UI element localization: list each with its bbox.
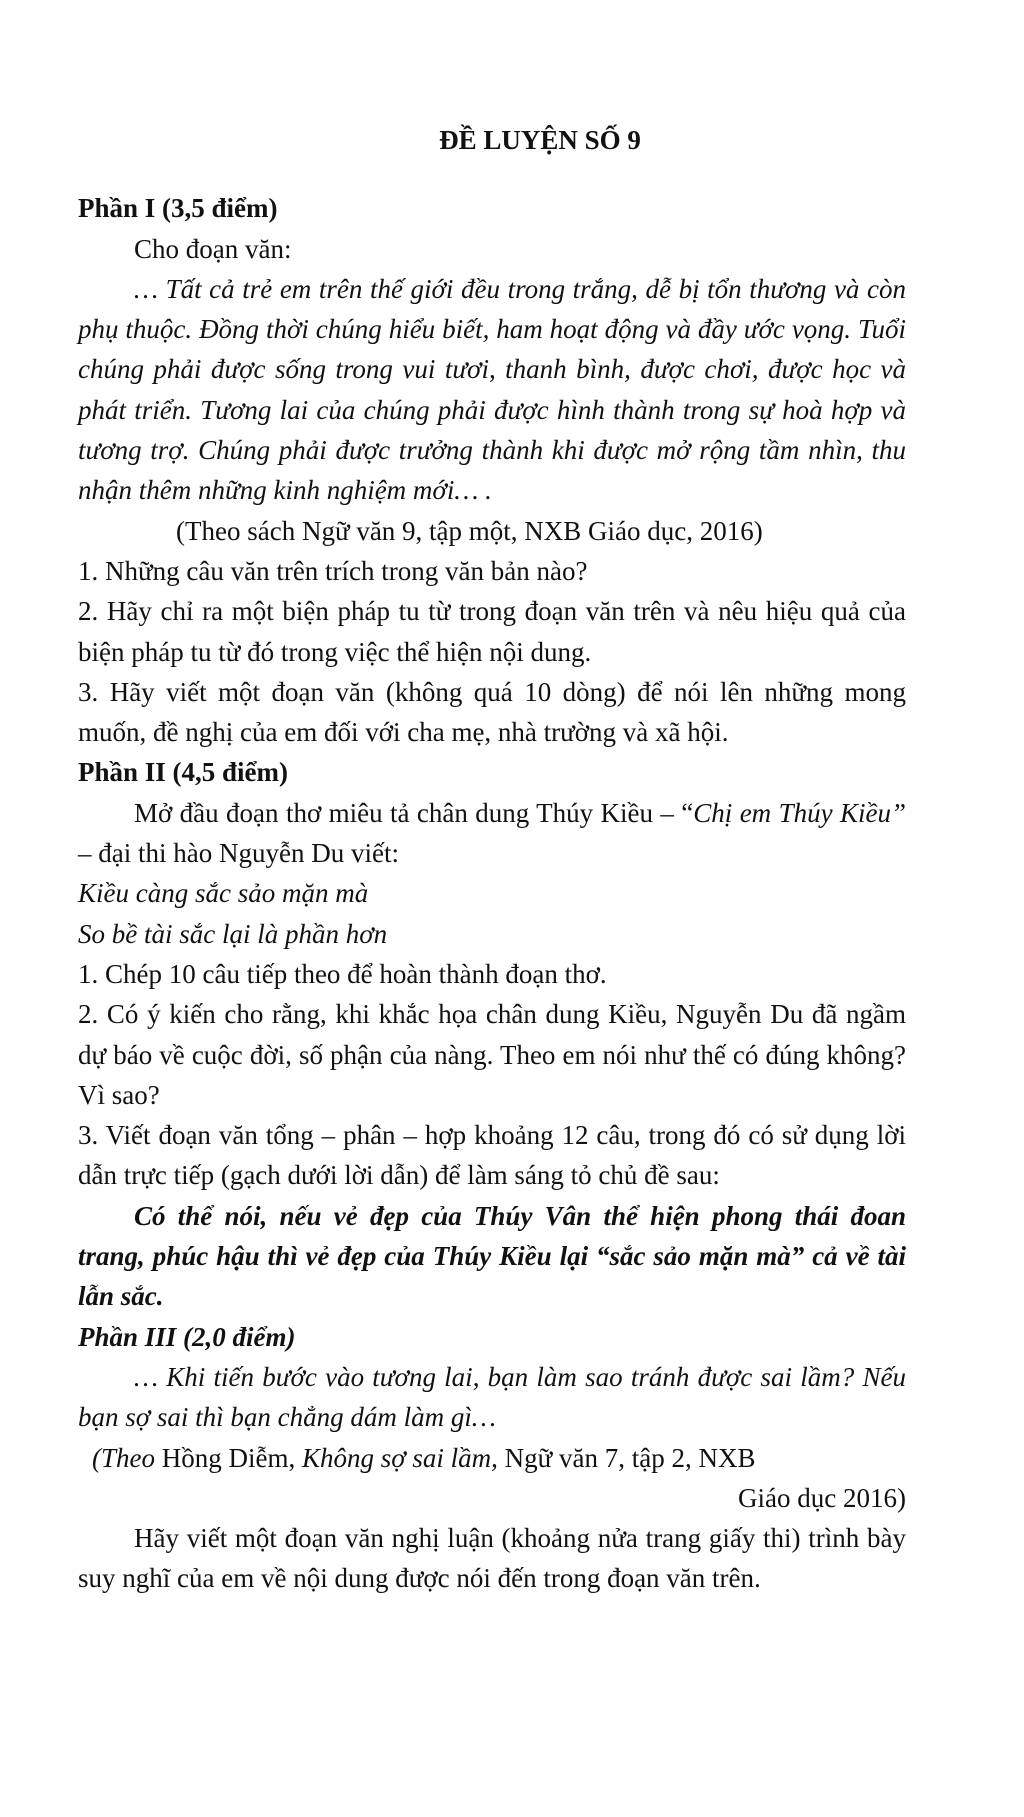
- part2-question-3: 3. Viết đoạn văn tổng – phân – hợp khoảng 12 câu, trong đó có sử dụng lời dẫn trực tiếp (gạch dưới lời dẫn) để làm sáng tỏ chủ đề sau:: [78, 1120, 906, 1191]
- part2-intro-title: Chị em Thúy Kiều”: [693, 797, 906, 828]
- part3-src-title: Không sợ sai lầm,: [301, 1442, 498, 1473]
- part3-heading: Phần III (2,0 điểm): [78, 1321, 296, 1352]
- part2-heading: Phần II (4,5 điểm): [78, 757, 289, 788]
- part1-passage: … Tất cả trẻ em trên thế giới đều trong trắng, dễ bị tổn thương và còn phụ thuộc. Đồng thời chúng hiểu biết, ham hoạt động và đầy ước vọng. Tuổi chúng phải được sống trong vui tươi, thanh bình, được chơi, được học và phát triển. Tương lai của chúng phải được hình thành trong sự hoà hợp và tương trợ. Chúng phải được trưởng thành khi được mở rộng tầm nhìn, thu nhận thêm những kinh nghiệm mới… .: [78, 273, 906, 506]
- part3-src-rest: Ngữ văn 7, tập 2, NXB: [497, 1442, 756, 1473]
- part2-topic: Có thể nói, nếu vẻ đẹp của Thúy Vân thể hiện phong thái đoan trang, phúc hậu thì vẻ đẹp của Thúy Kiều lại “sắc sảo mặn mà” cả về tài lẫn sắc.: [78, 1200, 906, 1312]
- exam-title: ĐỀ LUYỆN SỐ 9: [439, 125, 641, 155]
- part1-question-3: 3. Hãy viết một đoạn văn (không quá 10 dòng) để nói lên những mong muốn, đề nghị của em đối với cha mẹ, nhà trường và xã hội.: [78, 676, 906, 748]
- part3-source-line2: Giáo dục 2016): [738, 1482, 906, 1513]
- poem-verse-2: So bề tài sắc lại là phần hơn: [78, 918, 388, 949]
- part3-src-author: Hồng Diễm,: [155, 1442, 302, 1473]
- part2-intro-a: Mở đầu đoạn thơ miêu tả chân dung Thúy Kiều – “: [134, 797, 694, 828]
- part1-source: (Theo sách Ngữ văn 9, tập một, NXB Giáo dục, 2016): [176, 515, 763, 546]
- part2-question-1: 1. Chép 10 câu tiếp theo để hoàn thành đoạn thơ.: [78, 958, 607, 989]
- part3-task: Hãy viết một đoạn văn nghị luận (khoảng nửa trang giấy thi) trình bày suy nghĩ của em về nội dung được nói đến trong đoạn văn trên.: [78, 1523, 906, 1594]
- part2-intro-b: – đại thi hào Nguyễn Du viết:: [78, 838, 399, 869]
- part1-intro: Cho đoạn văn:: [134, 233, 292, 264]
- part1-question-2: 2. Hãy chỉ ra một biện pháp tu từ trong đoạn văn trên và nêu hiệu quả của biện pháp tu từ đó trong việc thể hiện nội dung.: [78, 596, 906, 667]
- part1-question-1: 1. Những câu văn trên trích trong văn bản nào?: [78, 555, 588, 586]
- part3-passage: … Khi tiến bước vào tương lai, bạn làm sao tránh được sai lầm? Nếu bạn sợ sai thì bạn chẳng dám làm gì…: [78, 1361, 906, 1433]
- part1-heading: Phần I (3,5 điểm): [78, 193, 278, 224]
- poem-verse-1: Kiều càng sắc sảo mặn mà: [78, 878, 369, 909]
- part2-question-2: 2. Có ý kiến cho rằng, khi khắc họa chân dung Kiều, Nguyễn Du đã ngầm dự báo về cuộc đời, số phận của nàng. Theo em nói như thế có đúng không? Vì sao?: [78, 999, 906, 1110]
- part3-source-line1: [78, 1438, 906, 1478]
- part2-intro: [78, 793, 906, 874]
- part3-src-open: (Theo: [92, 1442, 155, 1473]
